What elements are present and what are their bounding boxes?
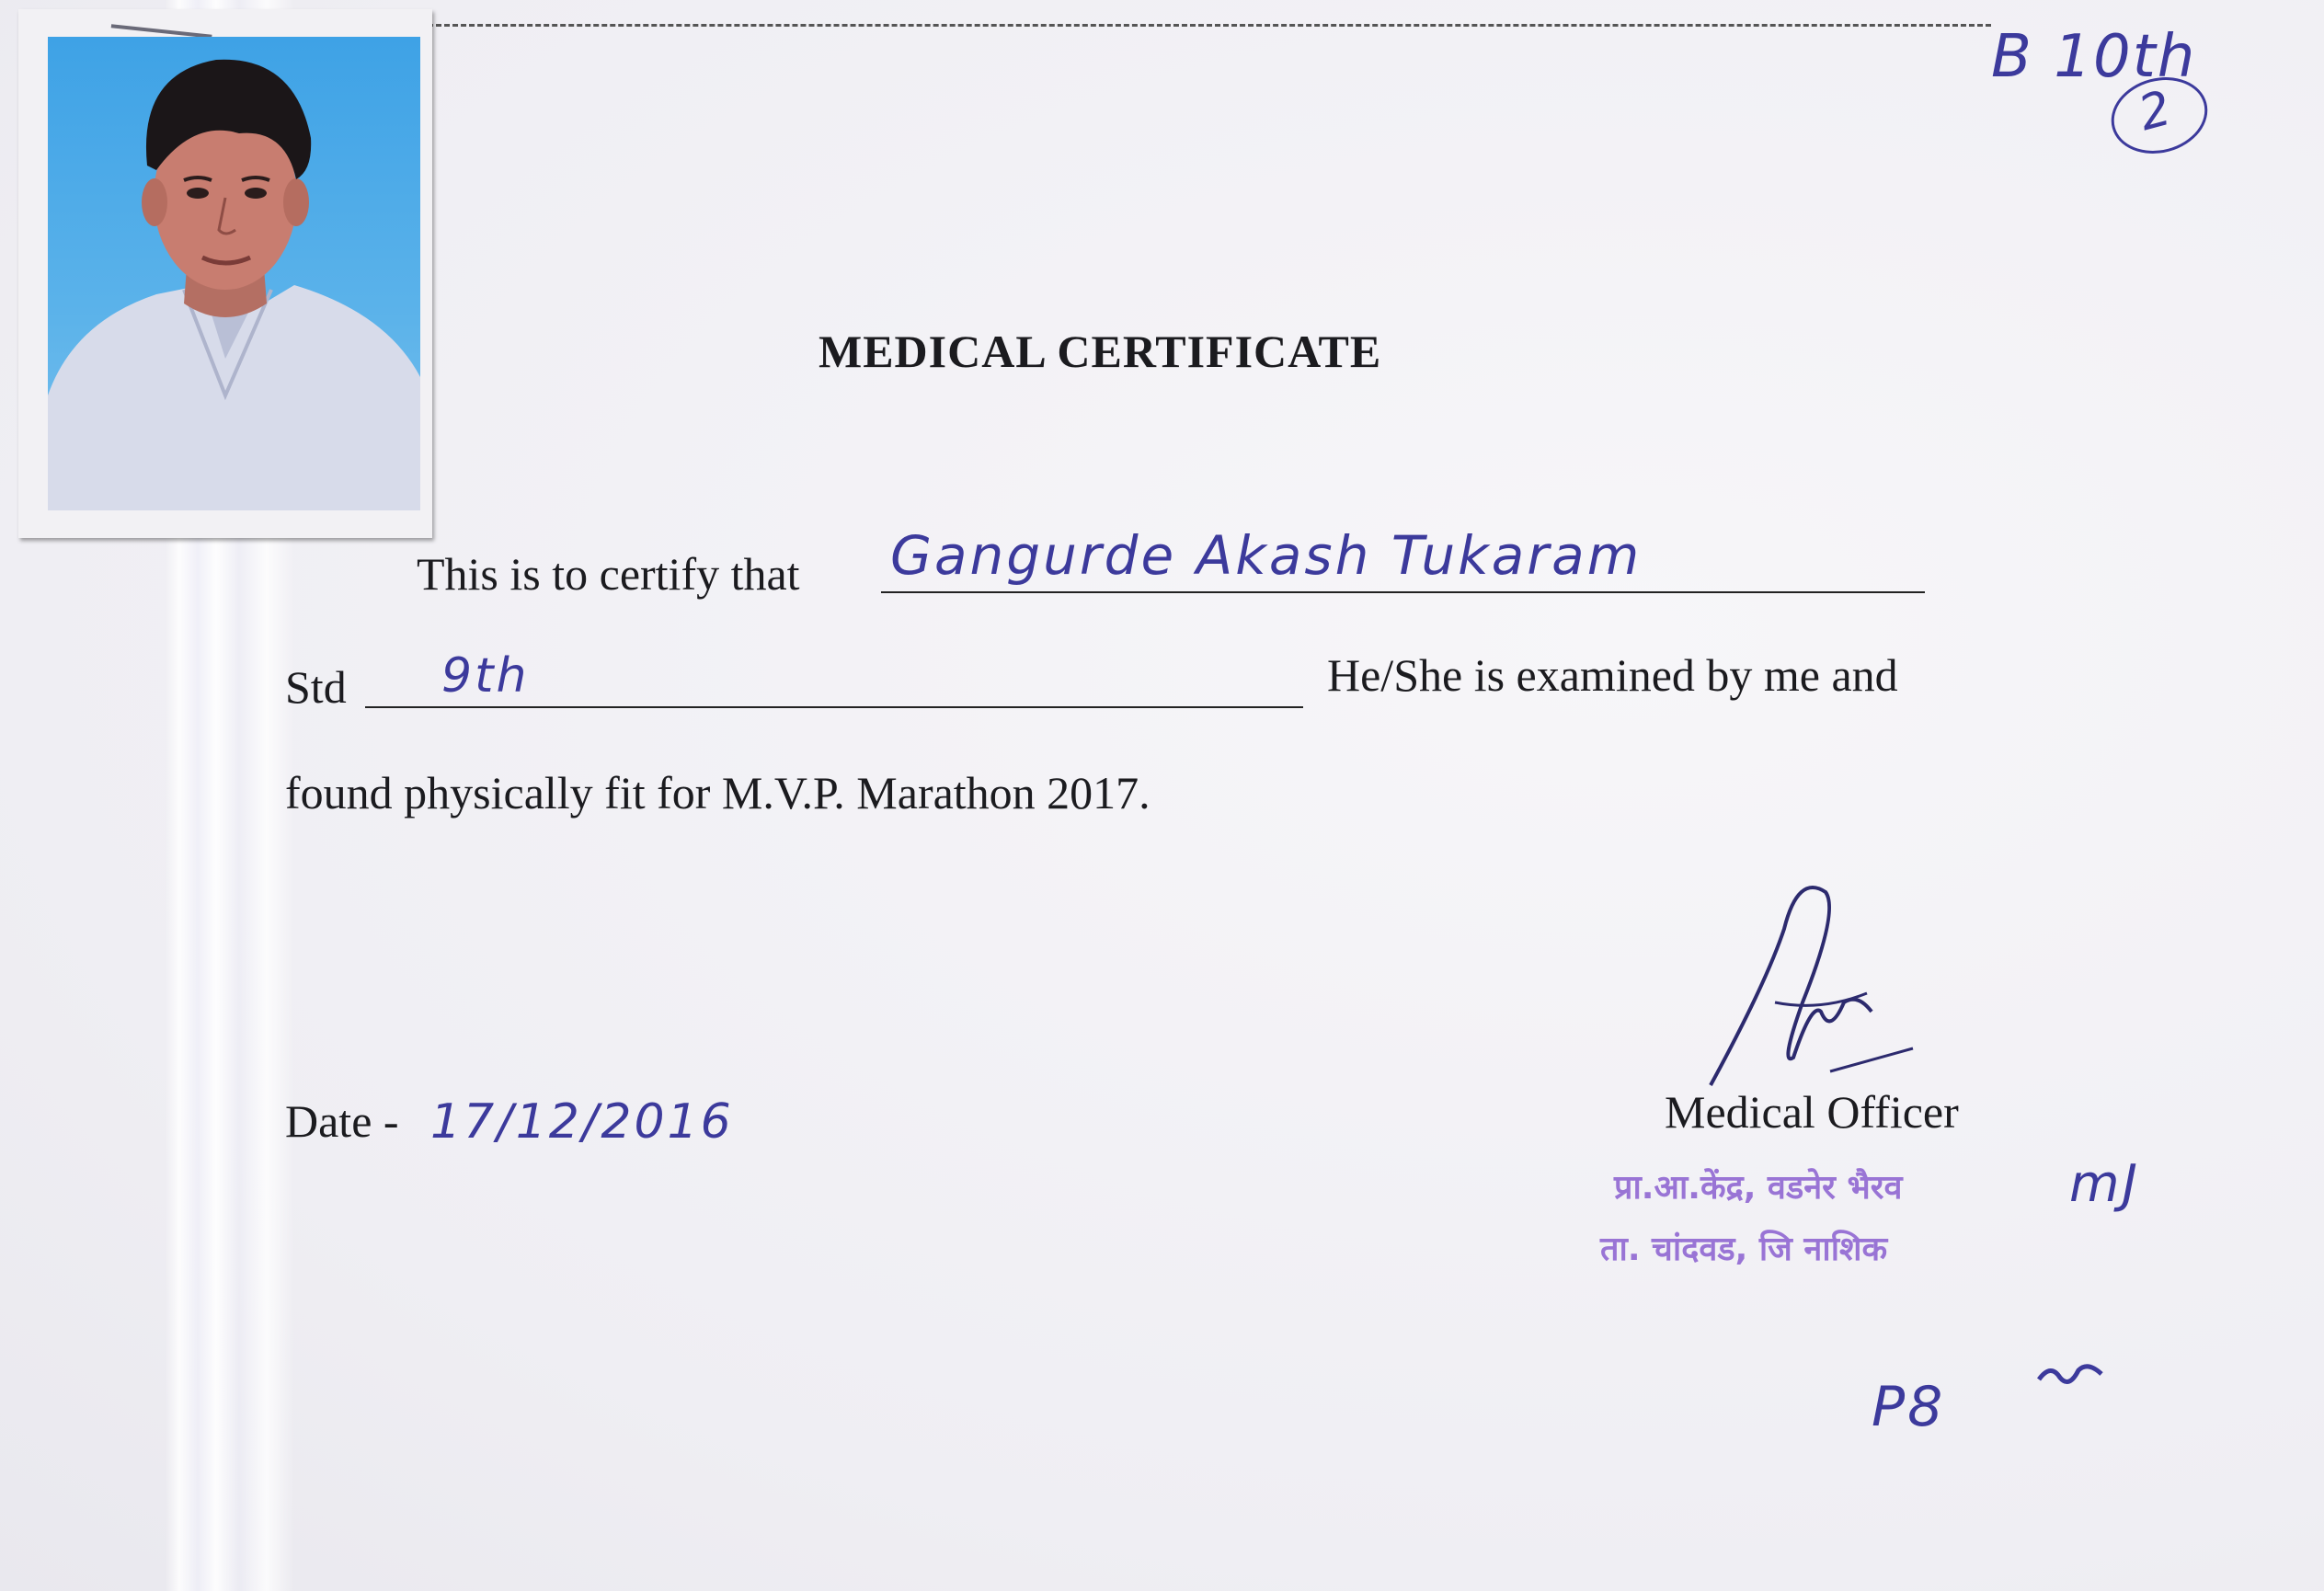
date-label: Date - xyxy=(285,1095,399,1147)
student-name: Gangurde Akash Tukaram xyxy=(890,524,1643,587)
annotation-top-right: B 10th xyxy=(1991,23,2197,91)
person-portrait xyxy=(18,9,432,538)
std-label: Std xyxy=(285,661,347,713)
std-value: 9th xyxy=(441,648,530,704)
officer-label: Medical Officer xyxy=(1665,1086,1959,1138)
circled-number: 2 xyxy=(2133,80,2180,143)
passport-photo xyxy=(18,9,432,538)
certificate-title: MEDICAL CERTIFICATE xyxy=(819,326,1382,377)
name-underline xyxy=(881,591,1925,593)
stamp-line-2: ता. चांदवड, जि नाशिक xyxy=(1600,1230,1888,1268)
top-dashed-line xyxy=(428,24,1991,27)
scribble-mark xyxy=(2037,1361,2106,1385)
annotation-p8: P8 xyxy=(1872,1375,1946,1439)
std-underline xyxy=(365,706,1303,708)
officer-signature xyxy=(1683,874,1959,1094)
certify-prefix: This is to certify that xyxy=(417,548,800,600)
stamp-line-1: प्रा.आ.केंद्र, वडनेर भैरव xyxy=(1614,1169,1903,1207)
date-value: 17/12/2016 xyxy=(430,1094,734,1150)
examined-text: He/She is examined by me and xyxy=(1327,649,1898,701)
annotation-mj: mJ xyxy=(2069,1154,2141,1214)
fit-text: found physically fit for M.V.P. Marathon 2017. xyxy=(285,767,1151,818)
